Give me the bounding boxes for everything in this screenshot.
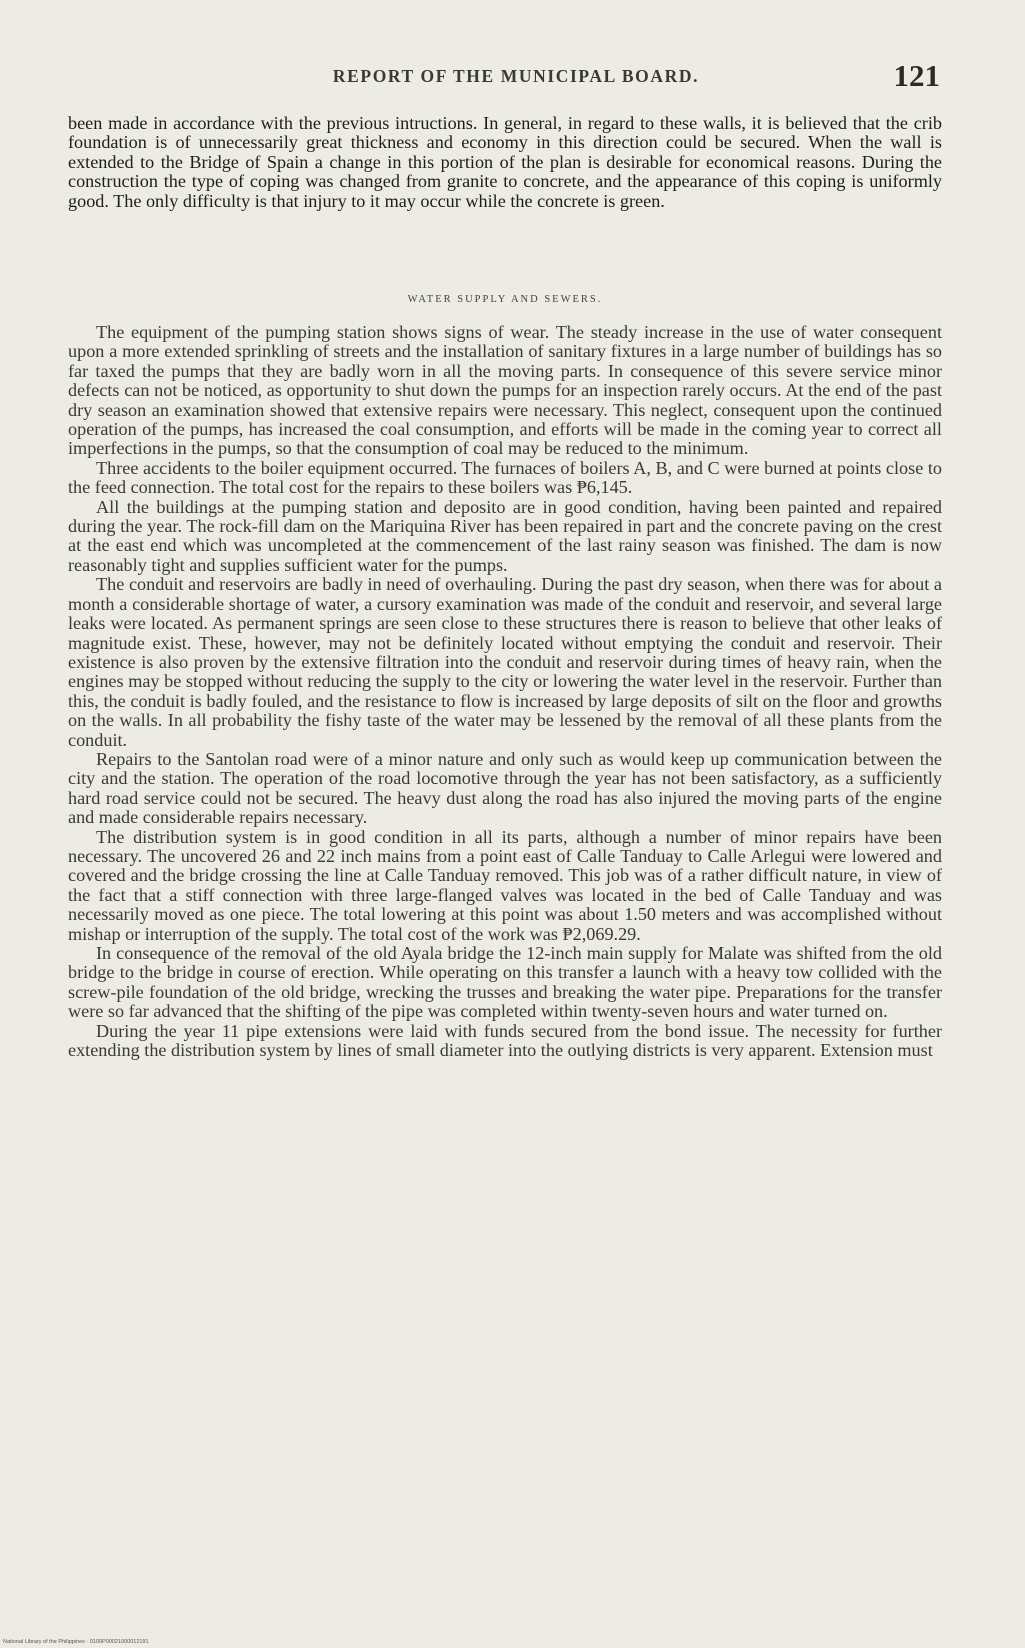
paragraph-pipe-extensions: During the year 11 pipe extensions were laid with funds secured from the bond issue. The necessity for further extending the distribution system by lines of small diameter into the outlying districts is very apparent. Extension must <box>68 1020 942 1061</box>
running-title: REPORT OF THE MUNICIPAL BOARD. <box>332 66 700 86</box>
page-number: 121 <box>893 58 940 93</box>
paragraph-santolan-road: Repairs to the Santolan road were of a minor nature and only such as would keep up communication between the city and the station. The operation of the road locomotive through the year has not been satisfactory, as a sufficiently hard road service could not be secured. The heavy dust along the road has also injured the moving parts of the engine and made considerable repairs necessary. <box>68 748 942 828</box>
paragraph-pumping-station: The equipment of the pumping station shows signs of wear. The steady increase in the use of water consequent upon a more extended sprinkling of streets and the installation of sanitary fixtures in a large number of buildings has so far taxed the pumps that they are badly worn in all the moving parts. In consequence of this severe service minor defects can not be noticed, as opportunity to shut down the pumps for an inspection rarely occurs. At the end of the past dry season an examination showed that extensive repairs were necessary. This neglect, consequent upon the continued operation of the pumps, has increased the coal consumption, and efforts will be made in the coming year to correct all imperfections in the pumps, so that the consumption of coal may be reduced to the minimum. <box>68 322 942 459</box>
intro-paragraph: been made in accordance with the previous intructions. In general, in regard to these walls, it is believed that the crib foundation is of unnecessarily great thickness and economy in this direction could be secured. When the wall is extended to the Bridge of Spain a change in this portion of the plan is desirable for economical reasons. During the construction the type of coping was changed from granite to concrete, and the appearance of this coping is uniformly good. The only difficulty is that injury to it may occur while the concrete is green. <box>68 113 942 211</box>
paragraph-conduit-reservoirs: The conduit and reservoirs are badly in need of overhauling. During the past dry season, when there was for about a month a considerable shortage of water, a cursory examination was made of the conduit and reservoir, and several large leaks were located. As permanent springs are seen close to these structures there is reason to believe that other leaks of magnitude exist. These, however, may not be definitely located without emptying the conduit and reservoir. Their existence is also proven by the extensive filtration into the conduit and reservoir during times of heavy rain, when the engines may be stopped without reducing the supply to the city or lowering the water level in the reservoir. Further than this, the conduit is badly fouled, and the resistance to flow is increased by large deposits of silt on the floor and growths on the walls. In all probability the fishy taste of the water may be lessened by the removal of all these plants from the conduit. <box>68 574 942 750</box>
scan-footer-note: National Library of the Philippines · 0100P00021000012191 <box>3 1639 149 1645</box>
paragraph-ayala-bridge: In consequence of the removal of the old Ayala bridge the 12-inch main supply for Malate was shifted from the old bridge to the bridge in course of erection. While operating on this transfer a launch with a heavy tow collided with the screw-pile foundation of the old bridge, wrecking the trusses and breaking the water pipe. Preparations for the transfer were so far advanced that the shifting of the pipe was completed within twenty-seven hours and water turned on. <box>68 943 942 1022</box>
paragraph-buildings-dam: All the buildings at the pumping station and deposito are in good condition, having been painted and repaired during the year. The rock-fill dam on the Mariquina River has been repaired in part and the concrete paving on the crest at the east end which was uncompleted at the commencement of the last rainy season was finished. The dam is now reasonably tight and supplies sufficient water for the pumps. <box>68 496 942 575</box>
page-header <box>92 58 940 98</box>
paragraph-distribution-system: The distribution system is in good condition in all its parts, although a number of minor repairs have been necessary. The uncovered 26 and 22 inch mains from a point east of Calle Tanduay to Calle Arlegui were lowered and covered and the bridge crossing the line at Calle Tanduay removed. This job was of a rather difficult nature, in view of the fact that a stiff connection with three large-flanged valves was located in the bed of Calle Tanduay and was necessarily moved as one piece. The total lowering at this point was about 1.50 meters and was accomplished without mishap or interruption of the supply. The total cost of the work was ₱2,069.29. <box>68 826 942 944</box>
section-heading: WATER SUPPLY AND SEWERS. <box>407 294 603 305</box>
paragraph-boiler-accidents: Three accidents to the boiler equipment occurred. The furnaces of boilers A, B, and C were burned at points close to the feed connection. The total cost for the repairs to these boilers was ₱6,145. <box>68 457 942 498</box>
body-text-block <box>68 323 942 1060</box>
intro-text-block <box>68 114 942 211</box>
